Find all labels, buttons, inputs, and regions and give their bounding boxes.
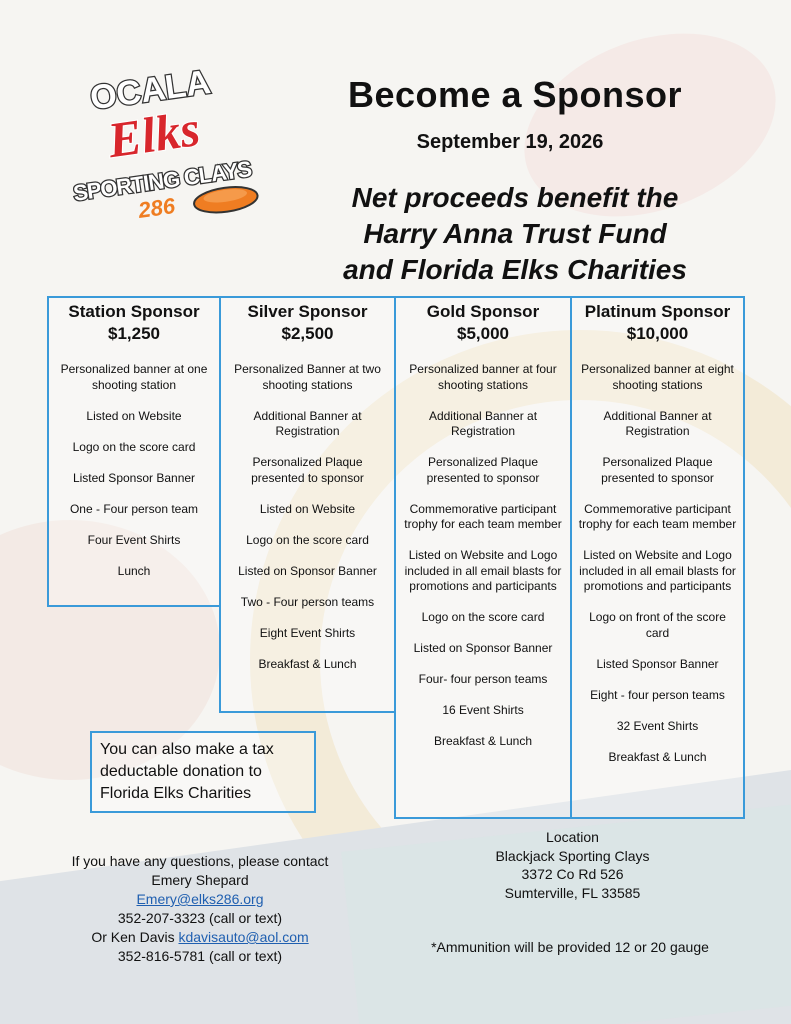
donation-box: You can also make a tax deductable donation to Florida Elks Charities: [90, 731, 316, 813]
benefit-line: Harry Anna Trust Fund: [363, 218, 667, 249]
location-venue: Blackjack Sporting Clays: [495, 847, 650, 864]
tier-benefit-item: Two - Four person teams: [240, 594, 375, 609]
tier-platinum: [570, 296, 745, 819]
tier-benefit-item: Personalized banner at four shooting stations: [409, 362, 557, 392]
tier-price: $10,000: [626, 324, 689, 343]
tier-benefit-item: Personalized Plaque presented to sponsor: [251, 455, 364, 485]
tier-benefit-item: 16 Event Shirts: [442, 703, 524, 717]
tier-benefit-item: Listed on Website and Logo included in all email blasts for promotions and participants: [579, 548, 736, 593]
tier-benefit-item: Breakfast & Lunch: [258, 656, 357, 671]
tier-benefit-item: Four Event Shirts: [87, 532, 181, 547]
contact-phone: 352-207-3323 (call or text): [117, 910, 283, 926]
benefit-line: Net proceeds benefit the: [351, 182, 679, 213]
tier-benefit-item: Personalized Banner at two shooting stations: [234, 362, 381, 392]
tier-benefit-item: Logo on the score card: [421, 610, 545, 624]
ocala-elks-logo: [58, 58, 268, 238]
tier-benefit-item: Listed on Website: [259, 501, 356, 516]
location-heading: Location: [546, 829, 599, 845]
tier-benefit-item: Listed Sponsor Banner: [72, 470, 196, 485]
tier-benefit-item: Additional Banner at Registration: [603, 408, 712, 438]
tier-name: Station Sponsor: [68, 302, 200, 321]
tier-benefit-item: Listed on Sponsor Banner: [238, 563, 377, 578]
tier-benefit-item: Additional Banner at Registration: [253, 408, 362, 438]
tier-silver: [219, 296, 396, 713]
contact-intro: If you have any questions, please contact: [71, 853, 329, 869]
logo-286-text: 286: [136, 193, 177, 223]
tier-name: Gold Sponsor: [426, 302, 540, 321]
tier-benefit-item: Eight - four person teams: [590, 687, 725, 702]
location-info: [460, 828, 685, 902]
tier-gold: [394, 296, 572, 819]
logo-sporting-clays-text: SPORTING CLAYS: [71, 155, 254, 206]
contact-alt-phone: 352-816-5781 (call or text): [117, 948, 283, 964]
contact-name: Emery Shepard: [151, 872, 249, 888]
contact-info: [40, 852, 360, 966]
tier-benefit-item: One - Four person team: [69, 501, 199, 516]
tier-benefit-item: Listed on Website: [86, 408, 182, 423]
tier-benefit-item: Additional Banner at Registration: [428, 408, 538, 438]
location-street: 3372 Co Rd 526: [521, 866, 624, 882]
logo-ocala-text: OCALA: [87, 62, 213, 118]
tier-benefit-item: Logo on front of the score card: [589, 610, 726, 640]
tier-price: $1,250: [108, 324, 160, 343]
tier-benefit-item: Personalized banner at one shooting station: [60, 362, 208, 392]
tier-benefit-item: Personalized banner at eight shooting stations: [581, 362, 734, 392]
tier-benefit-item: Listed Sponsor Banner: [596, 656, 719, 671]
tier-benefit-item: Lunch: [117, 563, 151, 578]
tier-price: $5,000: [457, 324, 509, 343]
benefit-statement: [300, 180, 730, 288]
logo-elks-text: Elks: [104, 100, 204, 169]
tier-benefit-item: Logo on the score card: [72, 439, 196, 454]
event-date: September 19, 2026: [416, 131, 604, 153]
tier-benefit-item: Breakfast & Lunch: [608, 749, 707, 764]
benefit-line: and Florida Elks Charities: [343, 254, 687, 285]
tier-name: Silver Sponsor: [247, 302, 368, 321]
tier-price: $2,500: [281, 324, 334, 343]
tier-benefit-item: Four- four person teams: [418, 672, 548, 686]
tier-benefit-item: Personalized Plaque presented to sponsor: [601, 455, 714, 485]
tier-benefit-item: Eight Event Shirts: [259, 625, 356, 640]
tier-benefit-item: Logo on the score card: [246, 532, 369, 547]
tier-name: Platinum Sponsor: [584, 302, 731, 321]
tier-benefit-item: Breakfast & Lunch: [433, 734, 533, 748]
tier-benefit-item: Listed on Website and Logo included in all email blasts for promotions and participants: [404, 548, 562, 593]
tier-benefit-item: 32 Event Shirts: [616, 718, 699, 733]
ammunition-note: *Ammunition will be provided 12 or 20 gauge: [431, 939, 709, 955]
contact-email-link[interactable]: Emery@elks286.org: [136, 891, 264, 907]
tier-benefit-item: Commemorative participant trophy for each team member: [578, 501, 737, 531]
tier-benefit-item: Personalized Plaque presented to sponsor: [426, 455, 540, 485]
tier-benefit-item: Commemorative participant trophy for each team member: [404, 501, 562, 531]
location-city: Sumterville, FL 33585: [504, 884, 641, 901]
tier-station: [47, 296, 221, 607]
tier-benefit-item: Listed on Sponsor Banner: [413, 641, 553, 655]
contact-alt-name: Or Ken Davis: [91, 929, 175, 945]
contact-alt-email-link[interactable]: kdavisauto@aol.com: [178, 929, 309, 945]
page-title: Become a Sponsor: [347, 74, 683, 115]
